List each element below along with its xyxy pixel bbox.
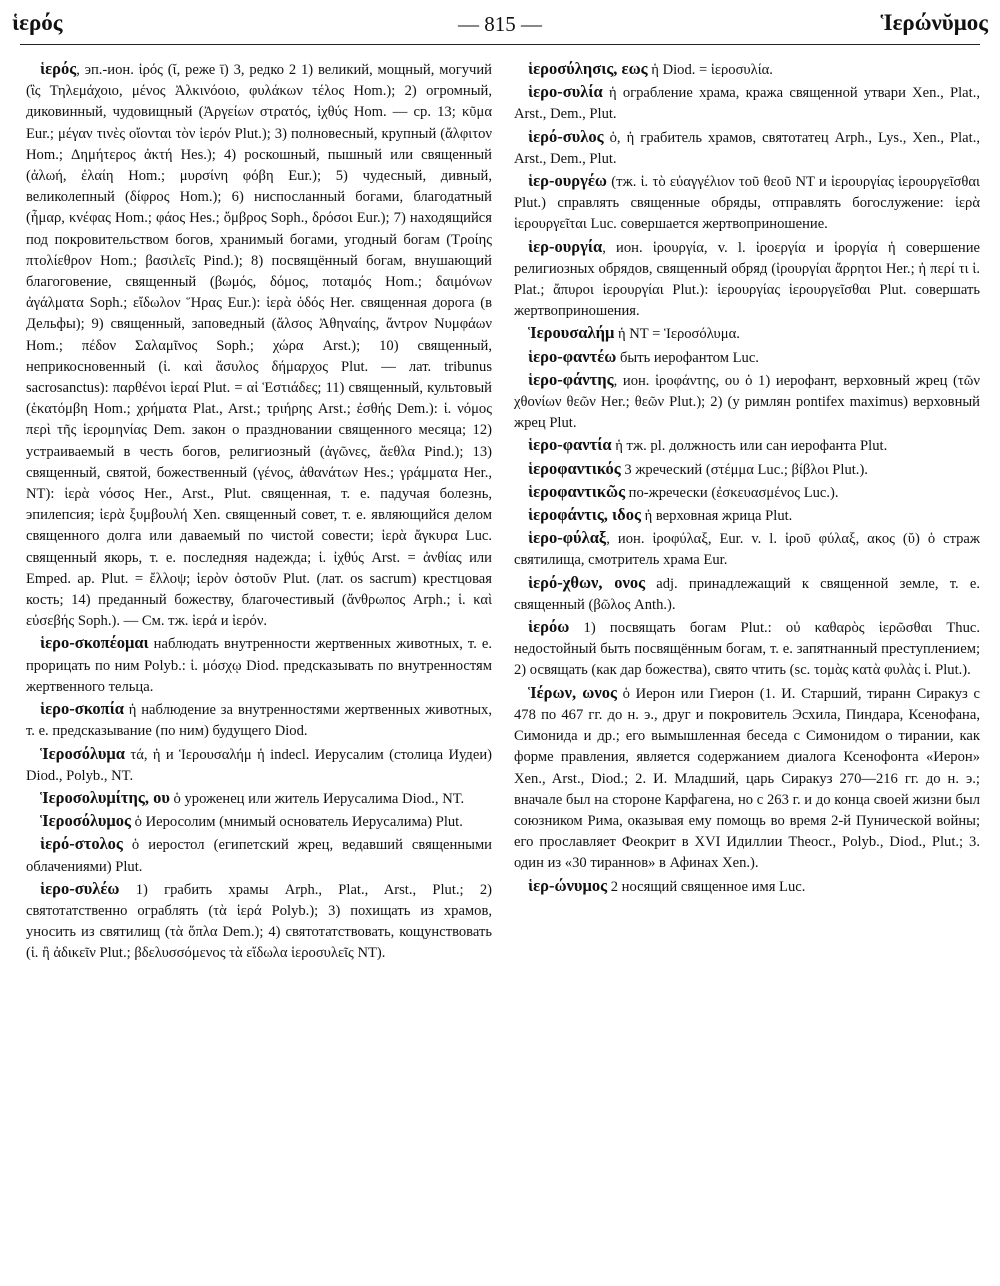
left-column: [26, 58, 492, 965]
entry-text: , ион. ἱροφάντης, ου ὁ 1) иерофант, верховный жрец (τῶν χθονίων θεῶν Her.; θεῶν Plut.); 2) (у римлян pontifex maximus) верховный жрец Plut.: [514, 372, 980, 432]
entry: [514, 346, 980, 369]
entry-text: ὁ иеростол (египетский жрец, ведавший священными облачениями) Plut.: [26, 837, 492, 875]
entry-headword: ἱερό-στολος: [40, 834, 123, 854]
entry: [514, 504, 980, 527]
entry-text: τά, ἡ и Ἱερουσαλήμ ἡ indecl. Иерусалим (столица Иудеи) Diod., Polyb., NT.: [26, 746, 492, 784]
entry-headword: ἱερο-συλία: [528, 82, 603, 102]
running-head-left: ἱερός: [12, 10, 63, 35]
entry-headword: ἱερός: [40, 59, 77, 78]
entry-text: (тж. ἱ. τὸ εὐαγγέλιον τοῦ θεοῦ NT и ἱερουργίας ἱερουργεῖσθαι Plut.) справлять священные обряды, отправлять богослужение: ἱερὰ ἱερουργεῖται Luc. совершается жертвоприношение.: [514, 174, 980, 233]
entry-headword: ἱεροφαντικῶς: [528, 481, 626, 501]
entry-text: ἡ ограбление храма, кража священной утвари Xen., Plat., Arst., Dem., Plut.: [514, 85, 980, 123]
entry-text: ἡ наблюдение за внутренностями жертвенных животных, т. е. предсказывание (по ним) будущего Diod.: [26, 702, 492, 740]
entry-headword: ἱερο-συλέω: [40, 878, 120, 898]
entry-text: 3 жреческий (στέμμα Luc.; βίβλοι Plut.).: [620, 461, 868, 478]
entry-headword: ἱερο-φαντέω: [528, 346, 617, 366]
entry-headword: ἱερό-χθων, ονος: [528, 572, 646, 592]
entry: [514, 481, 980, 504]
entry-text: ὁ Иеросолим (мнимый основатель Иерусалима) Plut.: [131, 814, 463, 831]
header-rule: [20, 44, 980, 45]
entry-headword: ἱεροσύλησις, εως: [528, 59, 648, 78]
entry-headword: ἱερόω: [528, 617, 570, 637]
entry-headword: ἱερ-ουργία: [528, 236, 603, 256]
entry: [514, 81, 980, 125]
running-head-right: Ἱερώνῠμος: [880, 10, 988, 35]
entry-headword: Ἱεροσόλυμος: [40, 811, 131, 831]
entry-headword: Ἱέρων, ωνος: [528, 682, 617, 702]
entry-text: 1) посвящать богам Plut.: οὐ καθαρὸς ἱερῶσθαι Thuc. недостойный быть посвящённым богам, т. е. запятнанный преступлением; 2) освящать (как дар божества), свято чтить (sc. τομὰς κατὰ φυλὰς ἱ. Plut.).: [514, 620, 980, 679]
entry: [26, 743, 492, 787]
page-number: — 815 —: [458, 12, 542, 36]
entry: [26, 632, 492, 698]
entry-headword: ἱερ-ώνυμος: [528, 875, 608, 895]
entry-text: ὁ Иерон или Гиерон (1. И. Старший, тиранн Сиракуз с 478 по 467 гг. до н. э., друг и покровитель Эсхила, Пиндара, Ксенофана, Симонида и др.; его вымышленная беседа с Симонидом о тирании, как форме правления, является содержанием диалога Ксенофонта «Иерон» Xen., Arst., Diod.; 2. И. Младший, царь Сиракуз 270—216 гг. до н. э.; вначале был на стороне Карфагена, но с 263 г. и до конца своей жизни был союзником Рима, оказывая ему помощь во время 2-й Пунической войны; его прославляет Феокрит в XVI Идиллии Theocr., Polyb., Diod., Plut.; 3. один из «30 тираннов» в Афинах Xen.).: [514, 685, 981, 872]
entry: [26, 787, 492, 810]
entry: [514, 236, 980, 323]
entry-headword: Ἱεροσολυμίτης, ου: [40, 787, 170, 807]
entry-text: , эп.-ион. ἱρός (ῐ, реже ῑ) 3, редко 2 1) великий, мощный, могучий (ἲς Τηλεμάχοιο, μένος Ἀλκινόοιο, φυλάκων τέλος Hom.); 2) огромный, диковинный, чудовищный (Ἀργείων στρατός, ἰχθύς Hom. — ср. 13; κῦμα Eur.; μέγαν τινὲς οἴονται τὸν ἱερόν Plut.); 3) полновесный, крупный (ἄλφιτον Hom.; Δημήτερος ἀκτή Hes.); 4) роскошный, пышный или священный (ἀλωή, ἐλαίη Hom.; μυρσίνη φόβη Eur.); 5) чудесный, дивный, великолепный (δίφρος Hom.); 6) ниспосланный богами, благодатный (ἦμαρ, κνέφας Hom.; φάος Hes.; ὄμβρος Soph., δρόσοι Eur.); 7) находящийся под покровительством богов, хранимый богами, угодный богам (Τροίης πτολίεθρον Hom.; βασιλεῖς Pind.); 8) посвящённый богам, внушающий благоговение, священный (βωμός, δόμος, ποταμός Hom.; δαιμόνων ἀγάλματα Soph.; εἴδωλον Ἥρας Eur.): ἱερὰ ὁδός Her. священная дорога (в Дельфы); 9) священный, заповедный (ἄλσος Ἀθηναίης, ἄντρον Νυμφάων Hom.; πέδον Σαλαμῖνος Soph.; χώρα Arst.); 10) священный, неприкосновенный (ἱ. καὶ ἄσυλος δήμαρχος Plut. — лат. tribunus sacrosanctus): παρθένοι ἱεραί Plut. = αἱ Ἑστιάδες; 11) священный, культовый (ἑκατόμβη Hom.; χρήματα Plat., Arst.; τριήρης Arst.; ἐσθής Dem.): ἱ. νόμος περὶ τῆς ἱερομηνίας Dem. закон о праздновании священного месяца; 12) устраиваемый в честь богов, религиозный (ἀγῶνες, ἄεθλα Pind.); 13) священный, святой, божественный (γένος, ἀθανάτων Hes.; γράμματα Her., NT): ἱερὰ νόσος Her., Arst., Plut. священная, т. е. падучая болезнь, эпилепсия; ἱερὰ ξυμβουλή Xen. священный совет, т. е. являющийся делом священного долга или даваемый по чистой совести; ἱερὰ ἄγκυρα Luc. священный якорь, т. е. последняя надежда; ἱ. ἰχθύς Arst. = ἀνθίας или Emped. ap. Plut. = ἔλλοψ; ἱερὸν ὀστοῦν Plut. (лат. os sacrum) крестцовая кость; 14) преданный божеству, благочестивый (ἄνθρωπος Arph.; ἱ. καὶ εὐσεβής Soph.). — См. тж. ἱερά и ἱερόν.: [26, 62, 492, 630]
entry: [26, 698, 492, 742]
entry-text: ὁ уроженец или житель Иерусалима Diod., NT.: [169, 790, 465, 807]
entry-text: ἡ тж. pl. должность или сан иерофанта Plut.: [611, 438, 888, 455]
entry-headword: Ἱερουσαλήμ: [528, 323, 615, 343]
entry-text: 1) грабить храмы Arph., Plat., Arst., Plut.; 2) святотатственно ограблять (τὰ ἱερά Polyb.); 3) похищать из храмов, уносить из святилищ (τὰ ὅπλα Dem.); 4) святотатствовать, кощунствовать (ἱ. ἢ ἀδικεῖν Plut.; βδελυσσόμενος τὰ εἴδωλα ἱεροσυλεῖς NT).: [26, 881, 492, 962]
page-header: [12, 8, 988, 48]
entry-text: быть иерофантом Luc.: [616, 349, 759, 366]
entry: [26, 58, 492, 632]
entry: [514, 682, 980, 875]
entry-text: , ион. ἱροφύλαξ, Eur. v. l. ἱροῦ φύλαξ, ακος (ῠ) ὁ страж святилища, смотритель храма Eur.: [514, 531, 980, 569]
entry-headword: ἱερ-ουργέω: [528, 171, 607, 191]
entry-headword: ἱερο-σκοπία: [40, 699, 125, 719]
entry-text: ἡ NT = Ἱεροσόλυμα.: [614, 326, 740, 343]
entry-text: ὁ, ἡ грабитель храмов, святотатец Arph., Lys., Xen., Plat., Arst., Dem., Plut.: [514, 129, 980, 167]
entry-text: adj. принадлежащий к священной земле, т. е. священный (βῶλος Anth.).: [514, 575, 980, 613]
entry: [26, 878, 492, 965]
right-column: [514, 58, 980, 898]
entry: [514, 875, 980, 898]
entry: [514, 527, 980, 571]
entry: [514, 458, 980, 481]
entry-text: ἡ верховная жрица Plut.: [640, 508, 793, 525]
entry: [514, 434, 980, 457]
entry-headword: ἱερο-φύλαξ: [528, 528, 607, 548]
entry: [514, 616, 980, 682]
entry-headword: ἱεροφάντις, ιδος: [528, 505, 641, 525]
entry-headword: ἱερο-φάντης: [528, 369, 614, 389]
entry-headword: ἱερό-συλος: [528, 126, 604, 146]
entry: [514, 572, 980, 616]
entry: [26, 810, 492, 833]
entry: [514, 58, 980, 81]
entry: [514, 170, 980, 236]
entry-text: ἡ Diod. = ἱεροσυλία.: [647, 62, 773, 78]
entry: [514, 126, 980, 170]
entry-text: , ион. ἱρουργία, v. l. ἱροεργία и ἱροργία ἡ совершение религиозных обрядов, священный обряд (ἱρουργίαι ἄρρητοι Her.; ἡ περί τι ἱ. Plat.; ἄπυροι ἱερουργίαι Plut.): ἱερουργίας ἱερουργεῖσθαι Plut. совершать жертвоприношения.: [514, 239, 980, 320]
entry: [26, 833, 492, 877]
entry-text: по-жречески (ἐσκευασμένος Luc.).: [625, 484, 839, 501]
entry-text: 2 носящий священное имя Luc.: [607, 878, 806, 895]
entry: [514, 369, 980, 435]
entry-headword: Ἱεροσόλυμα: [40, 743, 125, 763]
entry-headword: ἱεροφαντικός: [528, 458, 621, 478]
entry-headword: ἱερο-σκοπέομαι: [40, 633, 149, 653]
entry-text: наблюдать внутренности жертвенных животных, т. е. прорицать по ним Polyb.: ἱ. μόσχῳ Diod. предсказывать по внутренностям жертвенного тельца.: [26, 636, 492, 695]
entry: [514, 322, 980, 345]
entry-headword: ἱερο-φαντία: [528, 435, 612, 455]
